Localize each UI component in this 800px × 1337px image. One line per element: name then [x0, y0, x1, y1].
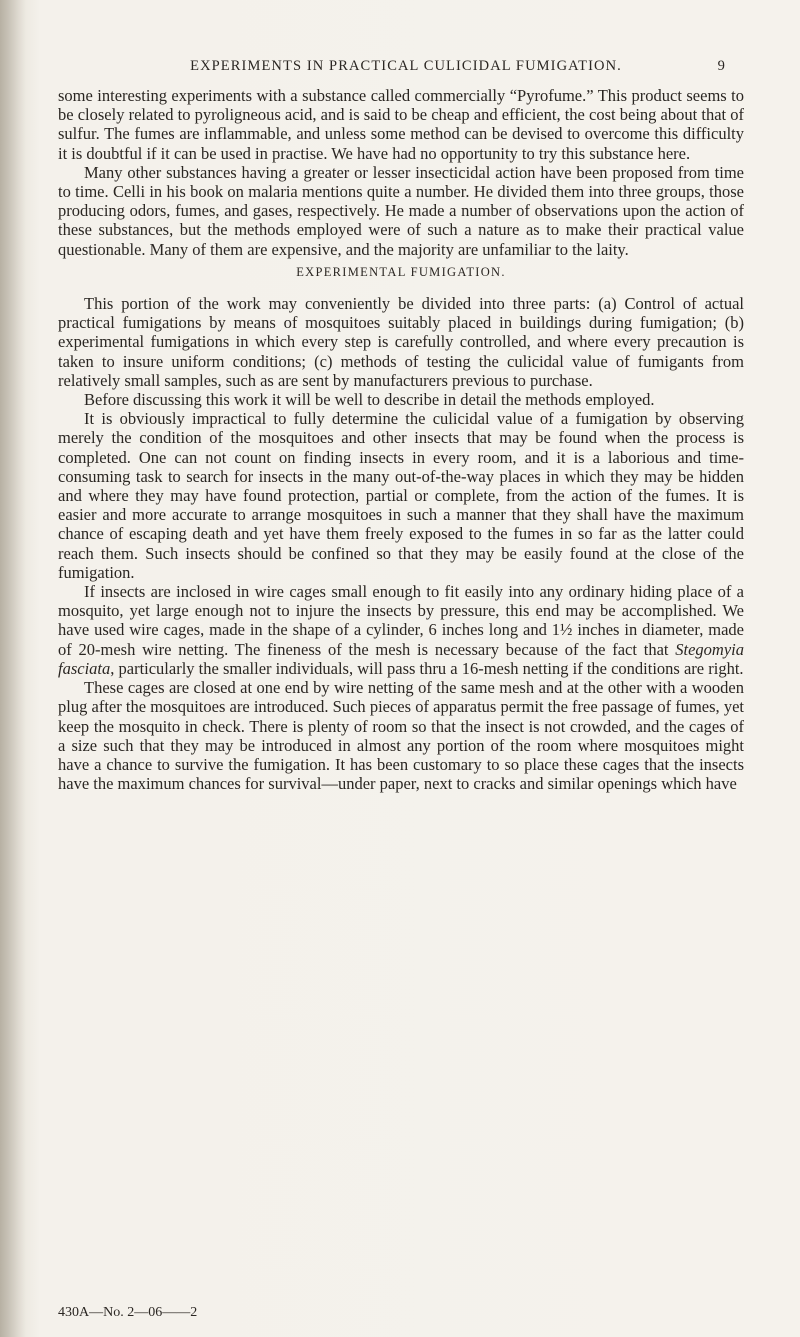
section-title: EXPERIMENTAL FUMIGATION. — [296, 264, 506, 279]
paragraph-6-part-b: , particularly the smaller individuals, will pass thru a 16-mesh netting if the conditions are right. — [110, 658, 744, 678]
print-signature: 430A—No. 2—06——2 — [58, 1305, 198, 1320]
page-number: 9 — [717, 58, 726, 74]
paragraph-5: It is obviously impractical to fully determine the culicidal value of a fumigation by observing merely the condition of the mosquitoes and other insects that may be found when the process is completed. One can not count on finding insects in every room, and it is a laborious and time-consuming task to search for insects in the many out-of-the-way places in which they may be hidden and where they may have found protection, partial or complete, from the action of the fumes. It is easier and more accurate to arrange mosquitoes in such a manner that they shall have the maximum chance of escaping death and yet have them freely exposed to the fumes in so far as the latter could reach them. Such insects should be confined so that they may be easily found at the close of the fumigation. — [58, 409, 744, 582]
running-header — [86, 58, 726, 75]
paragraph-3: This portion of the work may conveniently be divided into three parts: (a) Control of actual practical fumigations by means of mosquitoes suitably placed in buildings during fumigation; (b) experimental fumigations in which every step is carefully controlled, and where every precaution is taken to insure uniform conditions; (c) methods of testing the culicidal value of fumigants from relatively small samples, such as are sent by manufacturers previous to purchase. — [58, 294, 744, 390]
paragraph-6-part-a: If insects are inclosed in wire cages small enough to fit easily into any ordinary hiding place of a mosquito, yet large enough not to injure the insects by pressure, this end may be accomplished. We have used wire cages, made in the shape of a cylinder, 6 inches long and 1½ inches in diameter, made of 20-mesh wire netting. The fineness of the mesh is necessary because of the fact that — [58, 582, 744, 659]
paragraph-7: These cages are closed at one end by wire netting of the same mesh and at the other with a wooden plug after the mosquitoes are introduced. Such pieces of apparatus permit the free passage of fumes, yet keep the mosquito in check. There is plenty of room so that the insect is not crowded, and the cages of a size such that they may be introduced in almost any portion of the room where mosquitoes might have a chance to survive the fumigation. It has been customary to so place these cages that the insects have the maximum chances for survival—under paper, next to cracks and similar openings which have — [58, 678, 744, 794]
paragraph-2: Many other substances having a greater or lesser insecticidal action have been proposed from time to time. Celli in his book on malaria mentions quite a number. He divided them into three groups, those producing odors, fumes, and gases, respectively. He made a number of observations upon the action of these substances, but the methods employed were of such a nature as to make their practical value questionable. Many of them are expensive, and the majority are unfamiliar to the laity. — [58, 162, 744, 259]
paragraph-1: some interesting experiments with a substance called commercially “Pyrofume.” This product seems to be closely related to pyroligneous acid, and is said to be cheap and efficient, the cost being about that of sulfur. The fumes are inflammable, and unless some method can be devised to overcome this difficulty it is doubtful if it can be used in practise. We have had no opportunity to try this substance here. — [58, 86, 744, 163]
body-text — [58, 86, 744, 793]
paragraph-4: Before discussing this work it will be well to describe in detail the methods employed. — [84, 390, 655, 410]
book-spine-shadow — [0, 0, 26, 1337]
species-name: Stegomyia fasciata — [58, 639, 744, 678]
header-title: EXPERIMENTS IN PRACTICAL CULICIDAL FUMIGATION. — [190, 58, 622, 74]
paragraph-6 — [58, 582, 744, 678]
